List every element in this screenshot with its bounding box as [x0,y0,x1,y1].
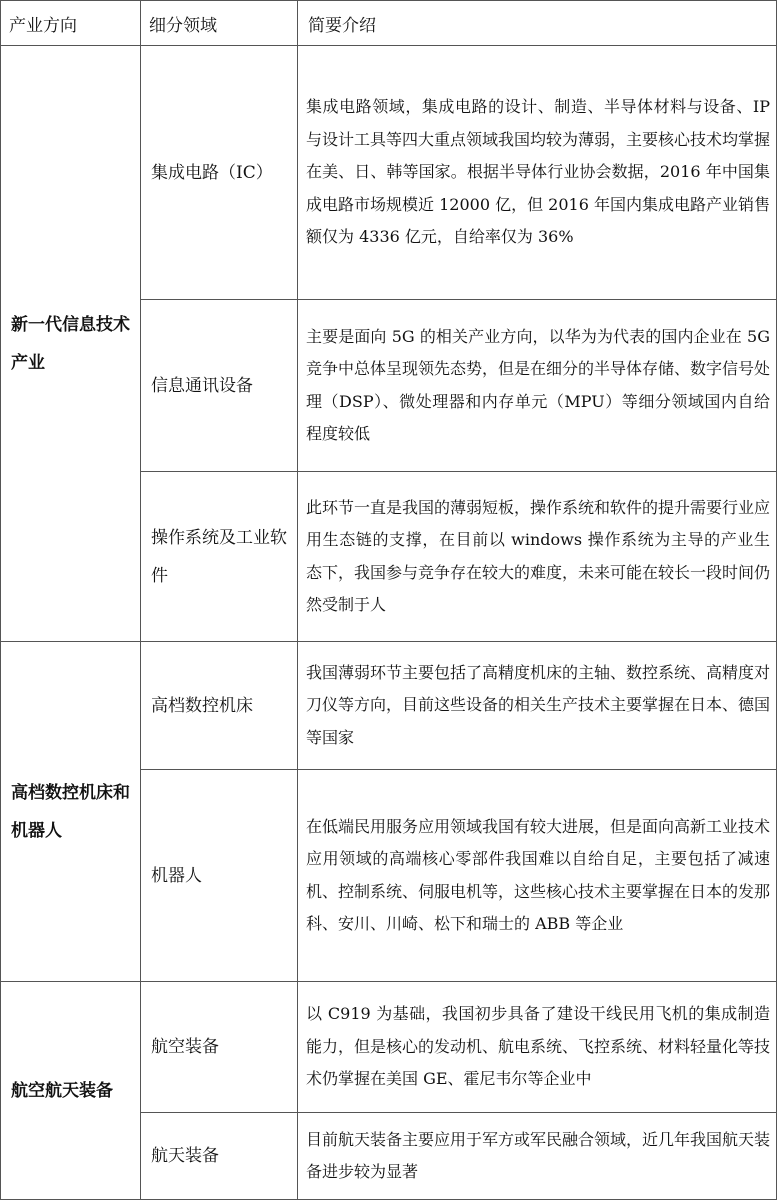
segment-cell: 高档数控机床 [141,642,298,770]
direction-cell: 新一代信息技术产业 [1,46,141,642]
segment-cell: 信息通讯设备 [141,300,298,472]
intro-cell: 以 C919 为基础，我国初步具备了建设干线民用飞机的集成制造能力，但是核心的发动机、航电系统、飞控系统、材料轻量化等技术仍掌握在美国 GE、霍尼韦尔等企业中 [298,982,777,1113]
table-row [1,642,777,770]
segment-cell: 航天装备 [141,1113,298,1200]
intro-cell: 我国薄弱环节主要包括了高精度机床的主轴、数控系统、高精度对刀仪等方向，目前这些设备的相关生产技术主要掌握在日本、德国等国家 [298,642,777,770]
table-row [1,46,777,300]
intro-cell: 此环节一直是我国的薄弱短板，操作系统和软件的提升需要行业应用生态链的支撑，在目前以 windows 操作系统为主导的产业生态下，我国参与竞争存在较大的难度，未来可能在较长一段时间仍然受制于人 [298,472,777,642]
direction-cell: 高档数控机床和机器人 [1,642,141,982]
intro-cell: 主要是面向 5G 的相关产业方向，以华为为代表的国内企业在 5G 竞争中总体呈现领先态势，但是在细分的半导体存储、数字信号处理（DSP）、微处理器和内存单元（MPU）等细分领域国内自给程度较低 [298,300,777,472]
header-segment: 细分领域 [141,1,298,46]
header-intro: 简要介绍 [298,1,777,46]
table-row [1,982,777,1113]
header-row [1,1,777,46]
segment-cell: 操作系统及工业软件 [141,472,298,642]
intro-cell: 目前航天装备主要应用于军方或军民融合领域，近几年我国航天装备进步较为显著 [298,1113,777,1200]
segment-cell: 集成电路（IC） [141,46,298,300]
direction-cell: 航空航天装备 [1,982,141,1200]
intro-cell: 在低端民用服务应用领域我国有较大进展，但是面向高新工业技术应用领域的高端核心零部件我国难以自给自足，主要包括了减速机、控制系统、伺服电机等，这些核心技术主要掌握在日本的发那科、安川、川崎、松下和瑞士的 ABB 等企业 [298,770,777,982]
segment-cell: 机器人 [141,770,298,982]
segment-cell: 航空装备 [141,982,298,1113]
intro-cell: 集成电路领域，集成电路的设计、制造、半导体材料与设备、IP 与设计工具等四大重点领域我国均较为薄弱，主要核心技术均掌握在美、日、韩等国家。根据半导体行业协会数据，2016 年中国集成电路市场规模近 12000 亿，但 2016 年国内集成电路产业销售额仅为 4336 亿元，自给率仅为 36% [298,46,777,300]
header-direction: 产业方向 [1,1,141,46]
